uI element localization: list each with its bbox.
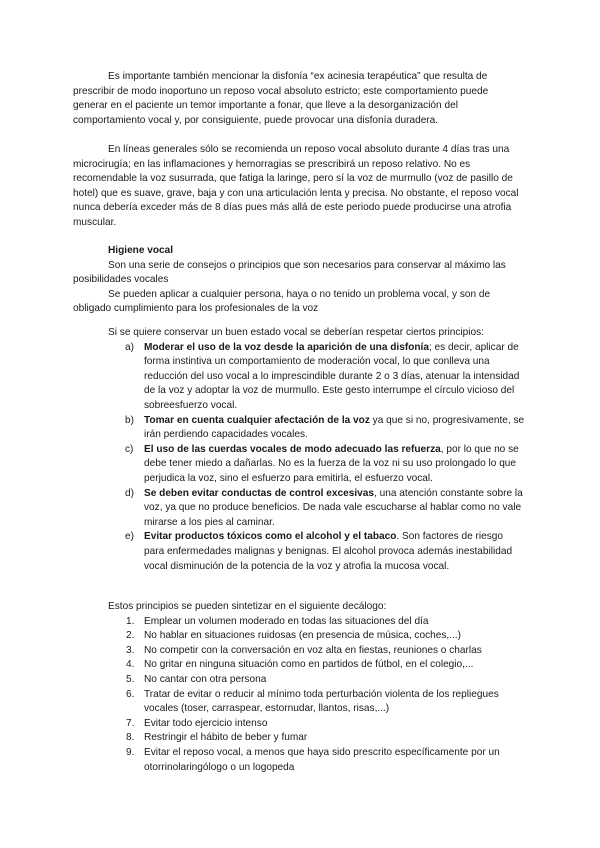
decalogue-text: Tratar de evitar o reducir al mínimo toda perturbación violenta de los repliegues vocales (toser, carraspear, estornudar, llantos, risas,...)	[144, 688, 499, 715]
paragraph-text: Es importante también mencionar la disfonía “ex acinesia terapéutica” que resulta de prescribir de modo inoportuno un reposo vocal absoluto estricto; este comportamiento puede generar en el paciente un temor importante a fonar, que lleve a la desorganización del comportamiento vocal y, por consiguiente, puede provocar una disfonía duradera.	[73, 71, 489, 126]
decalogue-text: Restringir el hábito de beber y fumar	[144, 732, 308, 744]
decalogue-item	[73, 731, 525, 746]
principle-text: . Son factores de riesgo para enfermedades malignas y benignas. El alcohol provoca además inestabilidad vocal disminución de la potencia de la voz y atrofia la mucosa vocal.	[144, 531, 513, 572]
principle-item	[73, 530, 525, 574]
principle-item	[73, 443, 525, 487]
decalogue-item	[73, 688, 525, 717]
principle-text: ya que si no, progresivamente, se irán perdiendo capacidades vocales.	[144, 414, 525, 441]
principles-list	[73, 341, 525, 575]
principle-text: ; es decir, aplicar de forma instintiva un comportamiento de moderación vocal, lo que conlleva una reducción del uso vocal a lo imprescindible durante 2 o 3 días, atenuar la intensidad de la voz y adoptar la voz de murmullo. Este gesto interrumpe el círculo vicioso del sobreesfuerzo vocal.	[144, 341, 520, 411]
list-marker: 4.	[126, 659, 135, 671]
principle-item	[73, 414, 525, 443]
decalogue-text: No hablar en situaciones ruidosas (en presencia de música, coches,...)	[144, 630, 461, 642]
section-heading: Higiene vocal	[108, 245, 174, 256]
paragraph-disfonia	[73, 70, 525, 128]
decalogue-list	[73, 615, 525, 776]
list-marker: 2.	[126, 630, 135, 642]
list-marker: 8.	[126, 732, 135, 744]
list-marker: 3.	[126, 644, 135, 656]
decalogue-text: Evitar todo ejercicio intenso	[144, 717, 268, 729]
principle-bold-text: Moderar el uso de la voz desde la aparición de una disfonía	[144, 341, 429, 353]
principles-section	[73, 326, 525, 574]
principle-bold-text: Tomar en cuenta cualquier afectación de la voz	[144, 414, 370, 426]
decalogue-item	[73, 717, 525, 732]
principle-bold-text: Evitar productos tóxicos como el alcohol y el tabaco	[144, 531, 397, 543]
paragraph-text: En líneas generales sólo se recomienda un reposo vocal absoluto durante 4 días tras una microcirugía; en las inflamaciones y hemorragias se prescribirá un reposo relativo. No es recomendable la voz susurrada, que fatiga la laringe, pero sí la voz de murmullo (voz de pasillo de hotel) que es suave, grave, baja y con una articulación lenta y precisa. No obstante, el reposo vocal nunca debería exceder más de 8 días pues más allá de este periodo puede producirse una atrofia muscular.	[73, 144, 519, 228]
list-marker: 7.	[126, 717, 135, 729]
section-higiene-vocal	[73, 244, 525, 317]
list-marker: d)	[125, 487, 134, 499]
list-marker: c)	[125, 443, 134, 455]
decalogue-item	[73, 629, 525, 644]
decalogue-text: No competir con la conversación en voz alta en fiestas, reuniones o charlas	[144, 644, 482, 656]
paragraph-reposo	[73, 143, 525, 231]
decalogue-text: No gritar en ninguna situación como en partidos de fútbol, en el colegio,...	[144, 659, 474, 671]
list-marker: 9.	[126, 746, 135, 758]
section-paragraph: Son una serie de consejos o principios que son necesarios para conservar al máximo las posibilidades vocales	[73, 259, 506, 286]
principle-bold-text: Se deben evitar conductas de control excesivas	[144, 487, 375, 499]
decalogue-item	[73, 746, 525, 775]
list-marker: e)	[125, 531, 134, 543]
principle-text: , una atención constante sobre la voz, ya que no produce beneficios. De nada vale escucharse al hablar como no vale mirarse a los pies al caminar.	[144, 487, 523, 528]
list-marker: 6.	[126, 688, 135, 700]
section-paragraph: Se pueden aplicar a cualquier persona, haya o no tenido un problema vocal, y son de obligado cumplimiento para los profesionales de la voz	[73, 288, 491, 315]
principle-item	[73, 487, 525, 531]
list-marker: a)	[125, 341, 134, 353]
principle-item	[73, 341, 525, 414]
decalogue-item	[73, 615, 525, 630]
decalogue-text: Emplear un volumen moderado en todas las situaciones del día	[144, 615, 429, 627]
decalogue-section	[73, 600, 525, 775]
decalogue-item	[73, 658, 525, 673]
list-marker: 1.	[126, 615, 135, 627]
decalogue-text: No cantar con otra persona	[144, 673, 267, 685]
decalogue-text: Evitar el reposo vocal, a menos que haya sido prescrito específicamente por un otorrinolaringólogo o un logopeda	[144, 746, 500, 773]
decalogue-item	[73, 644, 525, 659]
decalogue-intro: Estos principios se pueden sintetizar en el siguiente decálogo:	[108, 601, 387, 612]
decalogue-item	[73, 673, 525, 688]
principle-text: , por lo que no se debe tener miedo a dañarlas. No es la fuerza de la voz ni su uso prolongado lo que perjudica la voz, sino el esfuerzo para emitirla, el esfuerzo vocal.	[144, 443, 519, 484]
list-marker: 5.	[126, 673, 135, 685]
principle-bold-text: El uso de las cuerdas vocales de modo adecuado las refuerza	[144, 443, 441, 455]
list-marker: b)	[125, 414, 134, 426]
principles-intro: Si se quiere conservar un buen estado vocal se deberían respetar ciertos principios:	[108, 327, 484, 338]
